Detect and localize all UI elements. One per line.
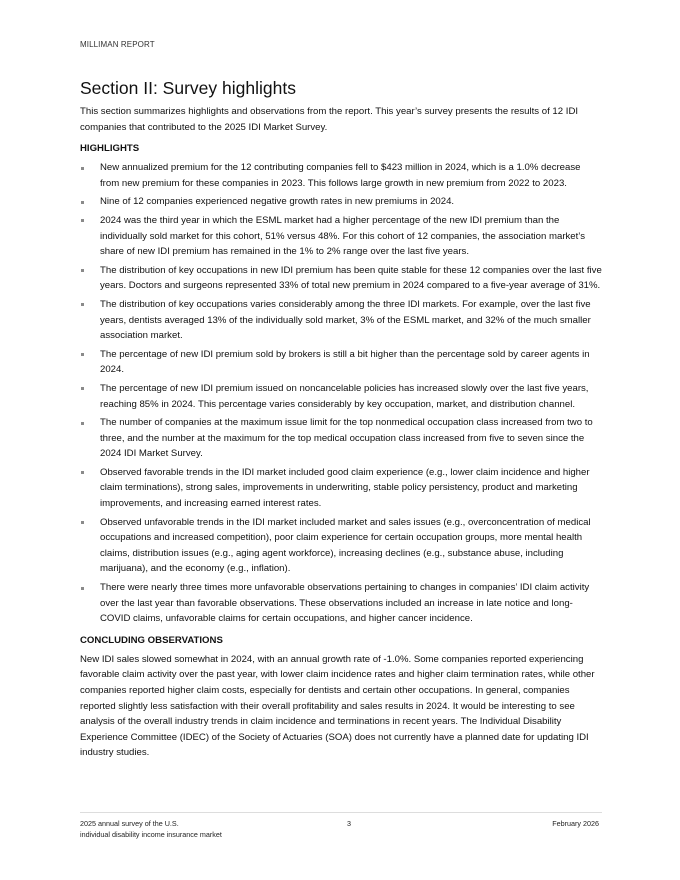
list-item-text: Observed unfavorable trends in the IDI market included market and sales issues (e.g., overconcentration of medical occupations and increased competition), poor claim experience for certain occupation groups, more mental health claims, distribution issues (e.g., aging agent workforce), increasing declines (e.g., substance abuse, including marijuana), and the economy (e.g., inflation). bbox=[100, 516, 591, 575]
section-title: Section II: Survey highlights bbox=[80, 78, 296, 98]
list-item bbox=[80, 580, 602, 627]
square-bullet-icon bbox=[81, 303, 84, 306]
square-bullet-icon bbox=[81, 201, 84, 204]
square-bullet-icon bbox=[81, 521, 84, 524]
square-bullet-icon bbox=[81, 269, 84, 272]
list-item bbox=[80, 297, 602, 344]
list-item bbox=[80, 415, 602, 462]
main-content bbox=[80, 78, 602, 761]
highlights-list bbox=[80, 160, 602, 627]
list-item-text: 2024 was the third year in which the ESML market had a higher percentage of the new IDI premium than the individually sold market for this cohort, 51% versus 48%. For this cohort of 12 companies, the association market’s share of new IDI premium has remained in the 1% to 2% range over the last five years. bbox=[100, 214, 586, 258]
square-bullet-icon bbox=[81, 471, 84, 474]
square-bullet-icon bbox=[81, 353, 84, 356]
list-item bbox=[80, 381, 602, 412]
page-footer bbox=[80, 812, 602, 839]
list-item-text: There were nearly three times more unfavorable observations pertaining to changes in companies’ IDI claim activity over the last year than favorable observations. These observations included an increase in late notice and long-COVID claims, unfavorable claims for certain occupations, and higher cancer incidence. bbox=[100, 582, 590, 625]
list-item-text: The distribution of key occupations in new IDI premium has been quite stable for these 12 companies over the last five years. Doctors and surgeons represented 33% of total new premium in 2024 compared to a five-year average of 31%. bbox=[100, 264, 602, 292]
footer-date: February 2026 bbox=[552, 819, 599, 828]
list-item-text: The number of companies at the maximum issue limit for the top nonmedical occupation class increased from two to three, and the number at the maximum for the top medical occupation class increased from five to seven since the 2024 IDI Market Survey. bbox=[100, 417, 593, 460]
square-bullet-icon bbox=[81, 422, 84, 425]
list-item bbox=[80, 347, 602, 378]
list-item-text: New annualized premium for the 12 contributing companies fell to $423 million in 2024, which is a 1.0% decrease from new premium for these companies in 2023. This follows large growth in new premium from 2022 to 2023. bbox=[100, 162, 581, 189]
list-item-text: The percentage of new IDI premium sold by brokers is still a bit higher than the percentage sold by career agents in 2024. bbox=[100, 348, 590, 376]
list-item bbox=[80, 160, 602, 191]
list-item-text: The percentage of new IDI premium issued on noncancelable policies has increased slowly over the last five years, reaching 85% in 2024. This percentage varies considerably by key occupation, market, and distribution channel. bbox=[100, 382, 589, 410]
list-item bbox=[80, 465, 602, 512]
concluding-text: New IDI sales slowed somewhat in 2024, with an annual growth rate of -1.0%. Some companies reported experiencing favorable claim activity over the past year, with lower claim incidence rates and higher claim termination rates, while other companies reported higher claim costs, especially for dentists and certain other occupations. In general, companies reported slightly less satisfaction with their overall profitability and sales results in 2024. It would be interesting to see analysis of the overall industry trends in claim incidence and terminations in recent years. The Individual Disability Experience Committee (IDEC) of the Society of Actuaries (SOA) does not currently have a planned date for updating IDI industry studies. bbox=[80, 653, 595, 759]
highlights-heading: HIGHLIGHTS bbox=[80, 143, 140, 155]
square-bullet-icon bbox=[81, 219, 84, 222]
footer-report-title-line2: individual disability income insurance market bbox=[80, 829, 222, 839]
list-item bbox=[80, 263, 602, 294]
square-bullet-icon bbox=[81, 587, 84, 590]
footer-report-title-line1: 2025 annual survey of the U.S. bbox=[80, 819, 179, 828]
running-header: MILLIMAN REPORT bbox=[80, 40, 155, 49]
list-item-text: Observed favorable trends in the IDI market included good claim experience (e.g., lower claim incidence and higher claim terminations), strong sales, improvements in underwriting, stable policy persistency, product and marketing improvements, and increasing earned interest rates. bbox=[100, 466, 590, 510]
square-bullet-icon bbox=[81, 167, 84, 170]
list-item-text: Nine of 12 companies experienced negative growth rates in new premiums in 2024. bbox=[100, 196, 455, 208]
list-item bbox=[80, 213, 602, 260]
footer-report-title bbox=[80, 819, 280, 840]
list-item-text: The distribution of key occupations varies considerably among the three IDI markets. For example, over the last five years, dentists averaged 13% of the individually sold market, 3% of the ESML market, and 32% of the much smaller association market. bbox=[100, 298, 591, 342]
list-item bbox=[80, 515, 602, 577]
square-bullet-icon bbox=[81, 387, 84, 390]
section-intro: This section summarizes highlights and observations from the report. This year’s survey presents the results of 12 IDI companies that contributed to the 2025 IDI Market Survey. bbox=[80, 106, 579, 133]
page-number: 3 bbox=[347, 819, 351, 828]
list-item bbox=[80, 194, 602, 210]
concluding-heading: CONCLUDING OBSERVATIONS bbox=[80, 634, 223, 646]
